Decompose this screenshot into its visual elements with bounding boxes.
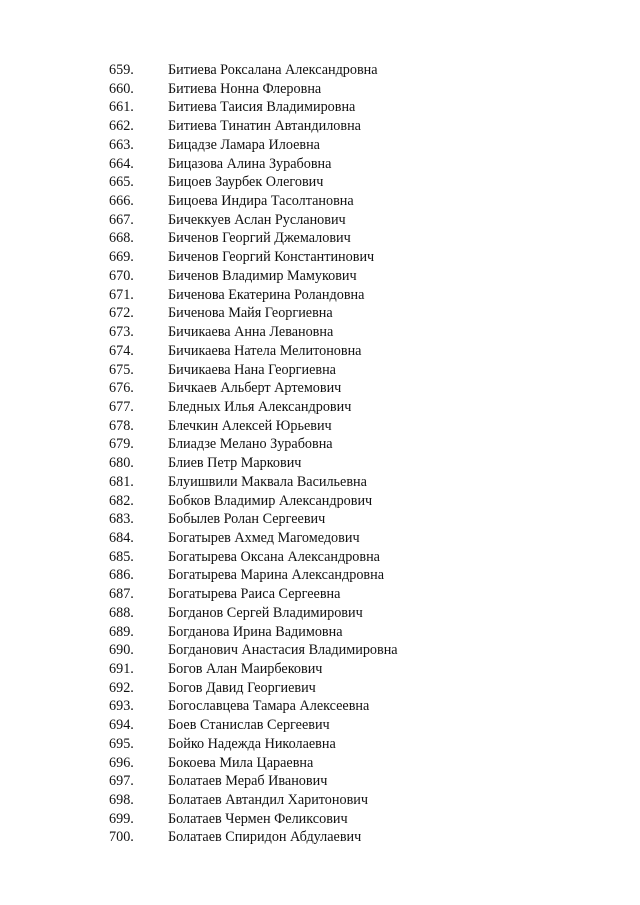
entry-name: Бойко Надежда Николаевна (168, 735, 336, 752)
entry-number: 660. (109, 80, 134, 97)
list-item (0, 548, 640, 567)
entry-number: 676. (109, 380, 134, 397)
list-item (0, 80, 640, 99)
list-item (0, 323, 640, 342)
list-item (0, 566, 640, 585)
entry-name: Богов Алан Маирбекович (168, 661, 323, 677)
entry-name: Богатырева Раиса Сергеевна (168, 586, 341, 603)
list-item (0, 529, 640, 548)
list-item (0, 623, 640, 642)
list-item (0, 342, 640, 361)
entry-number: 670. (109, 267, 134, 284)
entry-number: 669. (109, 249, 134, 266)
list-item (0, 98, 640, 117)
entry-name: Бицазова Алина Зурабовна (168, 155, 332, 172)
entry-name: Бичикаева Анна Левановна (168, 324, 334, 341)
entry-name: Богатырева Марина Александровна (168, 567, 385, 584)
entry-name: Боев Станислав Сергеевич (168, 717, 330, 734)
list-item (0, 61, 640, 80)
entry-name: Биченова Екатерина Роландовна (168, 286, 365, 303)
entry-number: 672. (109, 305, 134, 322)
entry-number: 671. (109, 286, 134, 303)
entry-name: Бобылев Ролан Сергеевич (168, 511, 326, 528)
entry-name: Богатырев Ахмед Магомедович (168, 529, 360, 546)
list-item (0, 229, 640, 248)
entry-number: 662. (109, 118, 134, 135)
entry-name: Блечкин Алексей Юрьевич (168, 417, 332, 434)
entry-number: 666. (109, 193, 134, 210)
entry-name: Бичикаева Нана Георгиевна (168, 361, 336, 378)
list-item (0, 585, 640, 604)
entry-name: Бобков Владимир Александрович (168, 492, 373, 509)
entry-name: Биченов Владимир Мамукович (168, 267, 357, 284)
entry-name: Бокоева Мила Цараевна (168, 754, 314, 771)
list-item (0, 679, 640, 698)
entry-number: 680. (109, 455, 134, 472)
entry-name: Блуишвили Маквала Васильевна (168, 473, 367, 490)
entry-name: Богданович Анастасия Владимировна (168, 642, 398, 659)
list-item (0, 267, 640, 286)
list-item (0, 641, 640, 660)
entry-number: 696. (109, 754, 134, 771)
entry-number: 693. (109, 698, 134, 715)
entry-name: Болатаев Мераб Иванович (168, 773, 328, 790)
list-item (0, 473, 640, 492)
entry-number: 692. (109, 679, 134, 696)
entry-number: 683. (109, 511, 134, 528)
list-item (0, 117, 640, 136)
list-item (0, 454, 640, 473)
name-list (0, 61, 640, 847)
entry-number: 688. (109, 604, 134, 621)
list-item (0, 304, 640, 323)
entry-number: 659. (109, 62, 134, 78)
entry-number: 677. (109, 398, 134, 415)
entry-number: 681. (109, 473, 134, 490)
entry-name: Битиева Тинатин Автандиловна (168, 118, 361, 135)
entry-name: Богданова Ирина Вадимовна (168, 623, 343, 640)
list-item (0, 660, 640, 679)
entry-number: 675. (109, 361, 134, 378)
entry-number: 700. (109, 829, 134, 846)
entry-name: Битиева Таисия Владимировна (168, 99, 356, 116)
list-item (0, 510, 640, 529)
entry-number: 678. (109, 417, 134, 434)
entry-name: Бичикаева Натела Мелитоновна (168, 342, 362, 359)
list-item (0, 248, 640, 267)
entry-number: 691. (109, 661, 134, 677)
list-item (0, 417, 640, 436)
entry-name: Болатаев Автандил Харитонович (168, 792, 369, 809)
entry-number: 661. (109, 99, 134, 116)
entry-name: Бичкаев Альберт Артемович (168, 380, 342, 397)
entry-number: 697. (109, 773, 134, 790)
list-item (0, 791, 640, 810)
entry-name: Болатаев Спиридон Абдулаевич (168, 829, 362, 846)
entry-number: 694. (109, 717, 134, 734)
list-item (0, 772, 640, 791)
entry-name: Бледных Илья Александрович (168, 398, 352, 415)
entry-number: 699. (109, 810, 134, 827)
list-item (0, 361, 640, 380)
list-item (0, 810, 640, 829)
entry-name: Богов Давид Георгиевич (168, 679, 316, 696)
list-item (0, 735, 640, 754)
entry-number: 695. (109, 735, 134, 752)
list-item (0, 828, 640, 847)
entry-number: 690. (109, 642, 134, 659)
entry-number: 667. (109, 211, 134, 228)
entry-name: Бицоева Индира Тасолтановна (168, 193, 354, 210)
entry-number: 673. (109, 324, 134, 341)
entry-name: Богданов Сергей Владимирович (168, 604, 363, 621)
entry-number: 684. (109, 529, 134, 546)
entry-number: 687. (109, 586, 134, 603)
entry-number: 665. (109, 174, 134, 191)
list-item (0, 754, 640, 773)
entry-number: 679. (109, 436, 134, 453)
entry-name: Богославцева Тамара Алексеевна (168, 698, 370, 715)
list-item (0, 173, 640, 192)
list-item (0, 286, 640, 305)
entry-name: Биченов Георгий Джемалович (168, 230, 351, 247)
list-item (0, 435, 640, 454)
list-item (0, 492, 640, 511)
list-item (0, 379, 640, 398)
list-item (0, 697, 640, 716)
entry-name: Блиадзе Мелано Зурабовна (168, 436, 333, 453)
list-item (0, 211, 640, 230)
entry-name: Бицоев Заурбек Олегович (168, 174, 324, 191)
entry-name: Болатаев Чермен Феликсович (168, 810, 348, 827)
entry-name: Бицадзе Ламара Илоевна (168, 136, 320, 153)
entry-number: 674. (109, 342, 134, 359)
entry-number: 663. (109, 136, 134, 153)
entry-number: 685. (109, 548, 134, 565)
list-item (0, 136, 640, 155)
entry-number: 682. (109, 492, 134, 509)
entry-number: 664. (109, 155, 134, 172)
list-item (0, 604, 640, 623)
entry-number: 698. (109, 792, 134, 809)
list-item (0, 192, 640, 211)
entry-number: 686. (109, 567, 134, 584)
list-item (0, 398, 640, 417)
entry-name: Биченов Георгий Константинович (168, 249, 375, 266)
list-item (0, 716, 640, 735)
entry-name: Битиева Нонна Флеровна (168, 80, 322, 97)
entry-name: Битиева Роксалана Александровна (168, 62, 378, 78)
entry-name: Богатырева Оксана Александровна (168, 548, 380, 565)
entry-name: Бичеккуев Аслан Русланович (168, 211, 346, 228)
list-item (0, 155, 640, 174)
entry-name: Блиев Петр Маркович (168, 455, 302, 472)
entry-number: 668. (109, 230, 134, 247)
entry-name: Биченова Майя Георгиевна (168, 305, 333, 322)
entry-number: 689. (109, 623, 134, 640)
